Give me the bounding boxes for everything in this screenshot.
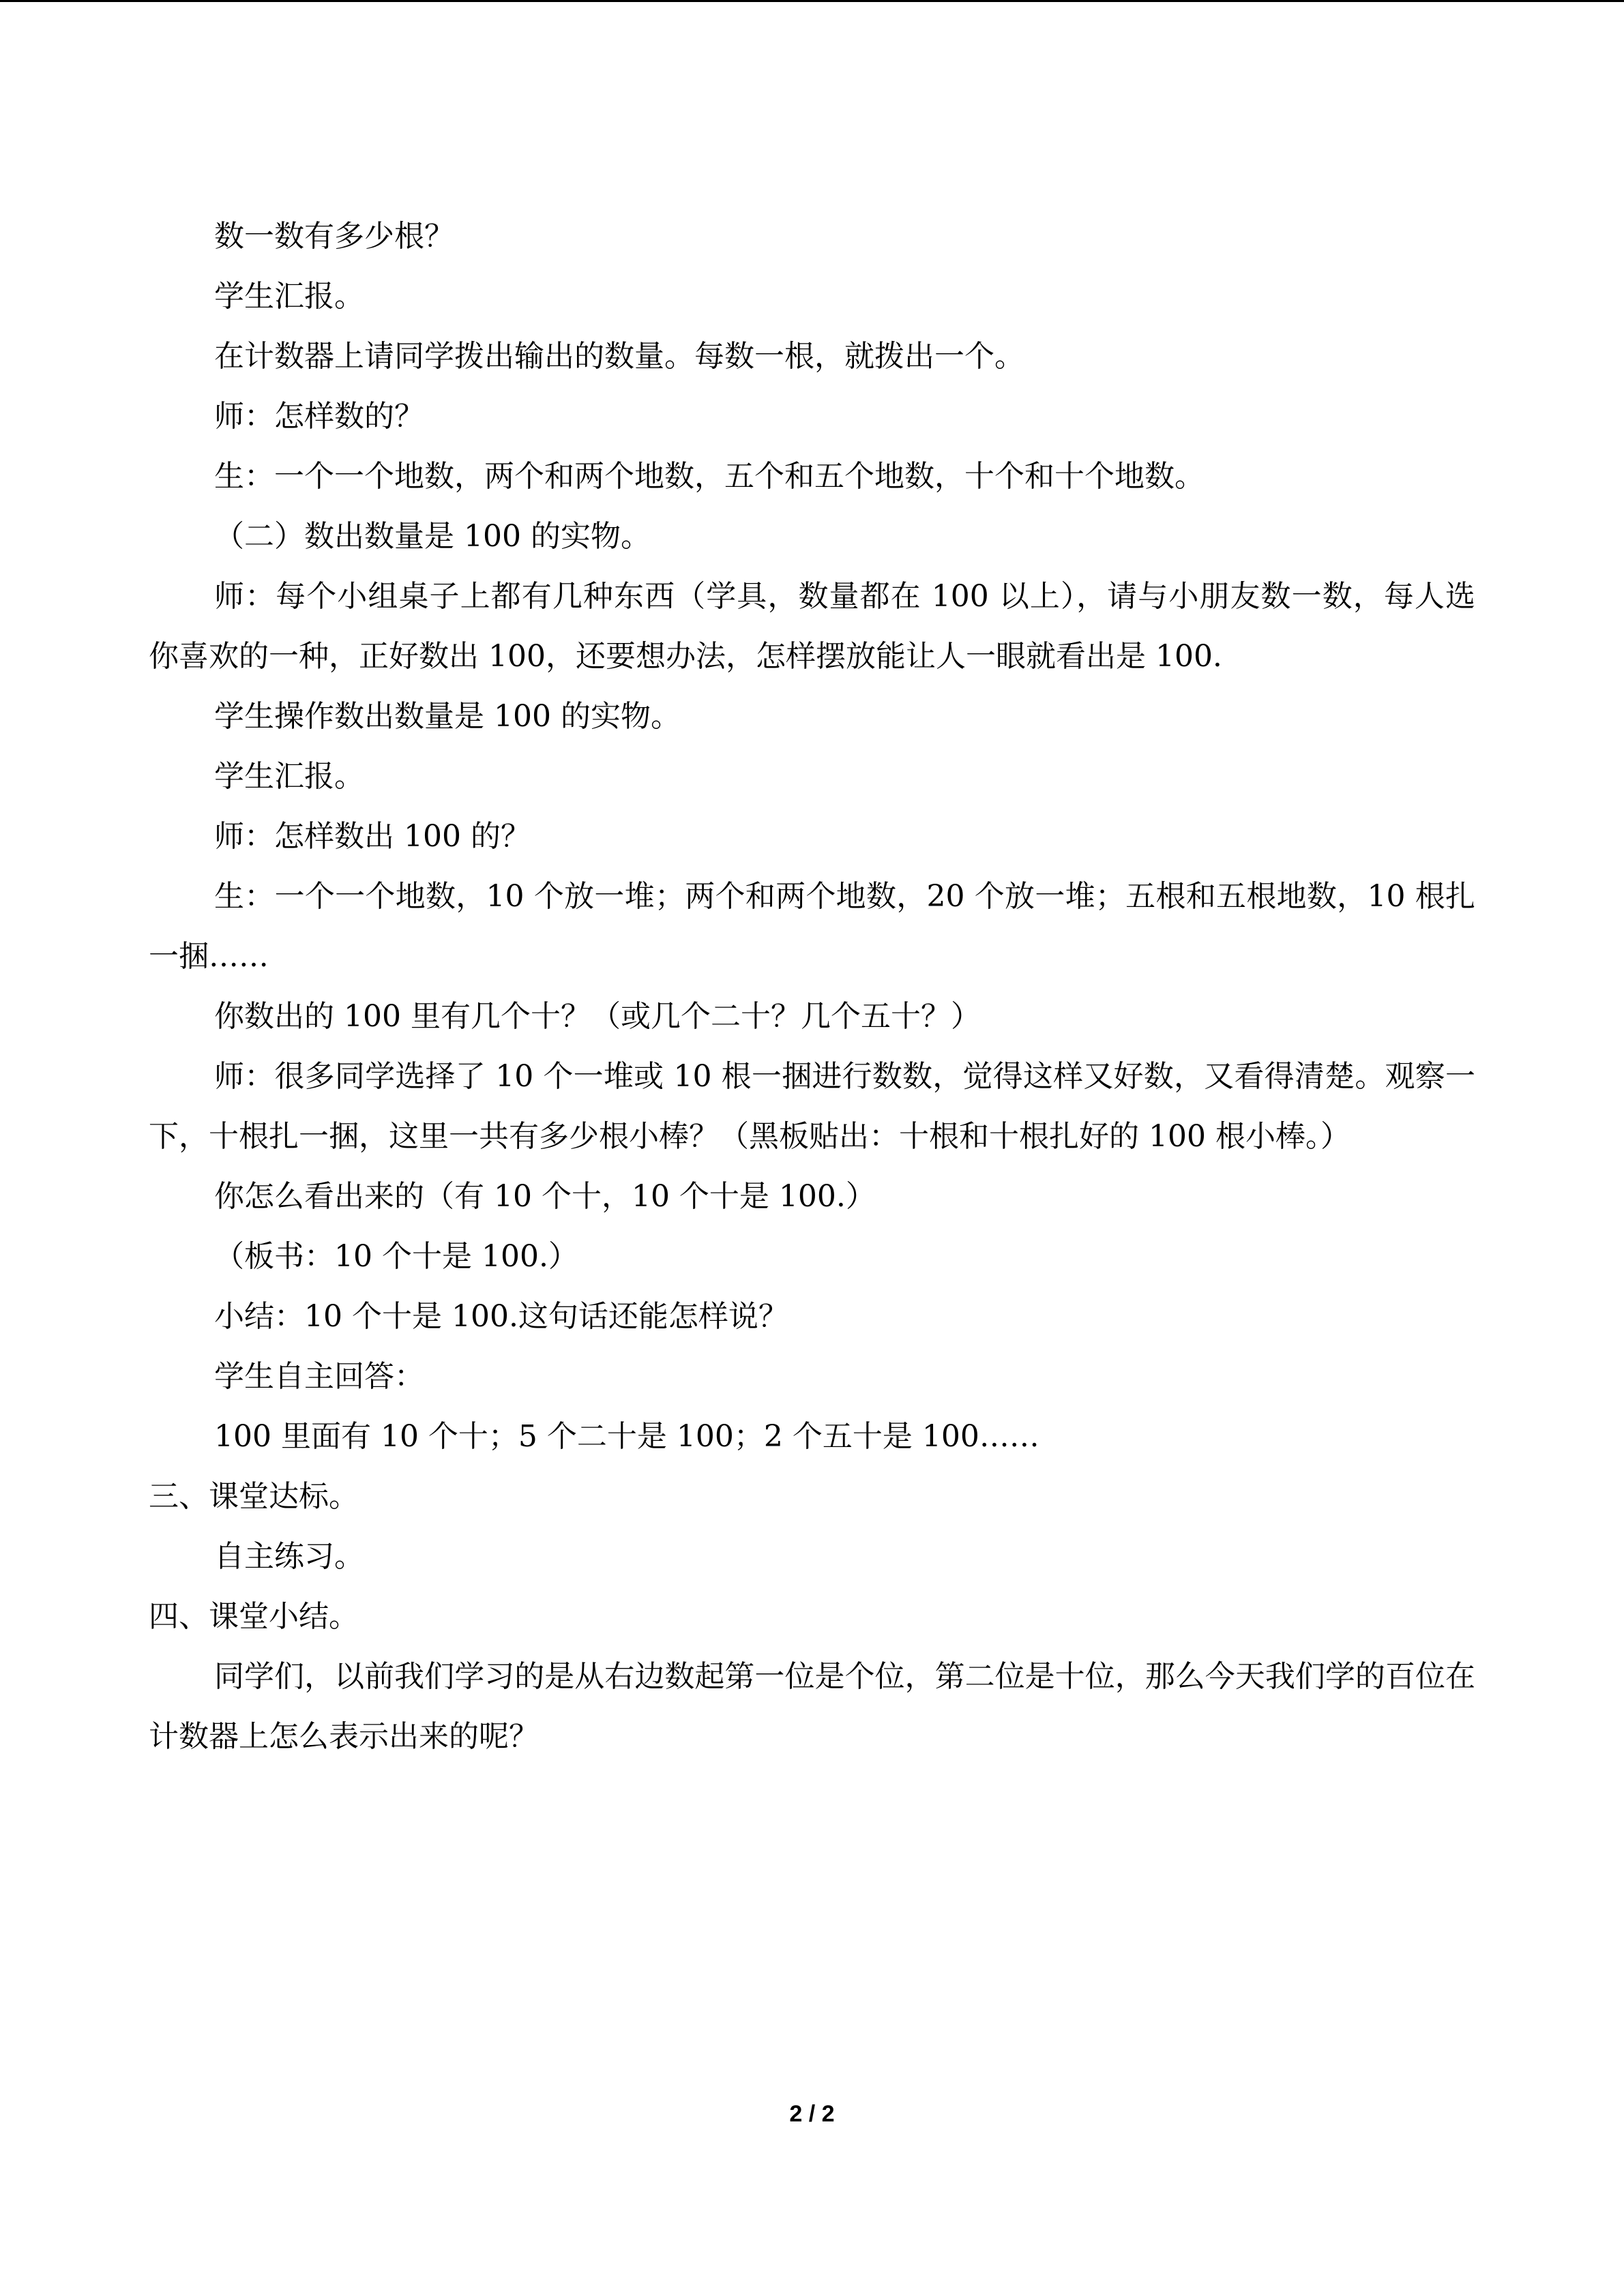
section-subheading: （二）数出数量是 100 的实物。 — [214, 519, 651, 554]
paragraph: 学生汇报。 — [214, 759, 364, 794]
paragraph: 学生自主回答： — [214, 1359, 424, 1394]
paragraph: 同学们，以前我们学习的是从右边数起第一位是个位，第二位是十位，那么今天我们学的百位在计数器上怎么表示出来的呢？ — [149, 1659, 1475, 1754]
paragraph: 生：一个一个地数，10 个放一堆；两个和两个地数，20 个放一堆；五根和五根地数，10 根扎一捆…… — [149, 879, 1475, 974]
paragraph: 学生汇报。 — [214, 279, 364, 314]
paragraph: 师：每个小组桌子上都有几种东西（学具，数量都在 100 以上），请与小朋友数一数，每人选你喜欢的一种，正好数出 100，还要想办法，怎样摆放能让人一眼就看出是 100. — [149, 579, 1475, 674]
top-border-line — [0, 0, 1624, 2]
paragraph: 学生操作数出数量是 100 的实物。 — [214, 699, 681, 734]
paragraph: 数一数有多少根？ — [214, 219, 454, 254]
document-body — [149, 207, 1475, 1767]
paragraph: 100 里面有 10 个十；5 个二十是 100；2 个五十是 100…… — [214, 1419, 1039, 1454]
paragraph: 师：很多同学选择了 10 个一堆或 10 根一捆进行数数，觉得这样又好数，又看得清楚。观察一下，十根扎一捆，这里一共有多少根小棒？（黑板贴出：十根和十根扎好的 100 根小棒。） — [149, 1059, 1475, 1154]
section-heading: 三、课堂达标。 — [149, 1479, 359, 1514]
paragraph: （板书：10 个十是 100.） — [214, 1239, 578, 1274]
paragraph: 小结：10 个十是 100.这句话还能怎样说？ — [214, 1299, 788, 1334]
paragraph: 师：怎样数的？ — [214, 399, 424, 434]
paragraph: 生：一个一个地数，两个和两个地数，五个和五个地数，十个和十个地数。 — [214, 459, 1205, 494]
paragraph: 你数出的 100 里有几个十？（或几个二十？几个五十？） — [214, 999, 981, 1034]
paragraph: 自主练习。 — [214, 1539, 364, 1574]
paragraph: 在计数器上请同学拨出输出的数量。每数一根，就拨出一个。 — [214, 339, 1024, 374]
section-heading: 四、课堂小结。 — [149, 1599, 359, 1634]
paragraph: 你怎么看出来的（有 10 个十，10 个十是 100.） — [214, 1179, 876, 1214]
paragraph: 师：怎样数出 100 的？ — [214, 819, 531, 854]
page-number: 2 / 2 — [789, 2101, 835, 2127]
